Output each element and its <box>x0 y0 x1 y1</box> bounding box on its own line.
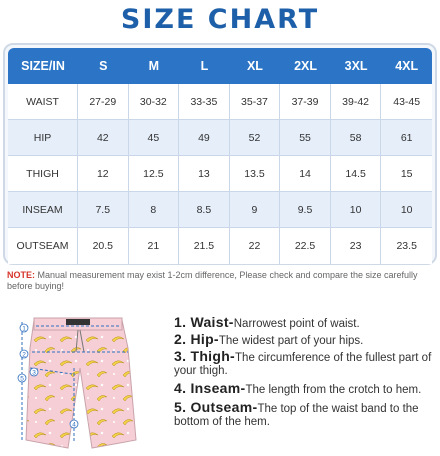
diagram-number-label: 3 <box>32 369 36 377</box>
header-cell: SIZE/IN <box>8 48 78 84</box>
table-cell: 21 <box>129 228 180 264</box>
row-label-outseam: OUTSEAM <box>8 228 78 264</box>
guide-item-outseam <box>174 401 436 428</box>
table-cell: 20.5 <box>78 228 129 264</box>
table-row <box>8 228 432 264</box>
table-cell: 49 <box>179 120 230 156</box>
row-label-waist: WAIST <box>8 84 78 120</box>
table-cell: 12 <box>78 156 129 192</box>
table-cell: 22.5 <box>280 228 331 264</box>
guide-head: 3. Thigh- <box>174 348 236 364</box>
table-cell: 13.5 <box>230 156 281 192</box>
row-label-thigh: THIGH <box>8 156 78 192</box>
guide-head: 2. Hip- <box>174 331 219 347</box>
measurement-guide <box>174 316 436 433</box>
table-cell: 27-29 <box>78 84 129 120</box>
measurement-note <box>7 270 435 292</box>
table-cell: 7.5 <box>78 192 129 228</box>
table-cell: 23.5 <box>381 228 432 264</box>
table-cell: 43-45 <box>381 84 432 120</box>
table-row <box>8 120 432 156</box>
guide-desc: The circumference of the fullest part of your thigh. <box>174 352 432 377</box>
diagram-number-label: 2 <box>22 351 26 359</box>
table-cell: 39-42 <box>331 84 382 120</box>
guide-desc: The widest part of your hips. <box>218 335 364 347</box>
header-cell: 3XL <box>331 48 382 84</box>
size-chart-table-container <box>3 43 437 265</box>
table-cell: 14 <box>280 156 331 192</box>
table-cell: 33-35 <box>179 84 230 120</box>
header-cell: 2XL <box>280 48 331 84</box>
table-cell: 55 <box>280 120 331 156</box>
guide-item-hip <box>174 333 436 347</box>
table-header-row <box>8 48 432 84</box>
table-row <box>8 192 432 228</box>
table-cell: 14.5 <box>331 156 382 192</box>
table-cell: 12.5 <box>129 156 180 192</box>
diagram-number-label: 5 <box>20 375 24 383</box>
table-cell: 30-32 <box>129 84 180 120</box>
diagram-number-label: 1 <box>22 325 26 333</box>
table-cell: 23 <box>331 228 382 264</box>
guide-item-inseam <box>174 382 436 396</box>
table-cell: 35-37 <box>230 84 281 120</box>
table-cell: 9.5 <box>280 192 331 228</box>
table-cell: 61 <box>381 120 432 156</box>
guide-desc: The length from the crotch to hem. <box>245 384 422 396</box>
table-cell: 37-39 <box>280 84 331 120</box>
guide-head: 4. Inseam- <box>174 380 246 396</box>
table-cell: 8.5 <box>179 192 230 228</box>
header-cell: M <box>129 48 180 84</box>
table-cell: 10 <box>331 192 382 228</box>
table-cell: 10 <box>381 192 432 228</box>
shorts-diagram <box>4 308 164 456</box>
table-row <box>8 84 432 120</box>
guide-desc: Narrowest point of waist. <box>233 318 360 330</box>
table-row <box>8 156 432 192</box>
note-label: NOTE: <box>7 270 35 280</box>
guide-head: 5. Outseam- <box>174 399 258 415</box>
table-cell: 22 <box>230 228 281 264</box>
table-cell: 58 <box>331 120 382 156</box>
table-cell: 15 <box>381 156 432 192</box>
table-cell: 42 <box>78 120 129 156</box>
diagram-number-label: 4 <box>72 421 76 429</box>
row-label-hip: HIP <box>8 120 78 156</box>
table-cell: 9 <box>230 192 281 228</box>
guide-desc: The top of the waist band to the bottom of the hem. <box>174 403 419 428</box>
note-text: Manual measurement may exist 1-2cm difference, Please check and compare the size carefully before buying! <box>7 270 418 291</box>
size-chart-table <box>8 48 432 264</box>
guide-head: 1. Waist- <box>174 314 234 330</box>
table-cell: 8 <box>129 192 180 228</box>
table-cell: 13 <box>179 156 230 192</box>
header-cell: L <box>179 48 230 84</box>
table-cell: 45 <box>129 120 180 156</box>
guide-item-waist <box>174 316 436 330</box>
header-cell: XL <box>230 48 281 84</box>
header-cell: S <box>78 48 129 84</box>
row-label-inseam: INSEAM <box>8 192 78 228</box>
header-cell: 4XL <box>381 48 432 84</box>
page-title: SIZE CHART <box>120 4 320 35</box>
banana-shorts-illustration <box>4 308 164 456</box>
guide-item-thigh <box>174 350 436 377</box>
table-cell: 21.5 <box>179 228 230 264</box>
table-cell: 52 <box>230 120 281 156</box>
